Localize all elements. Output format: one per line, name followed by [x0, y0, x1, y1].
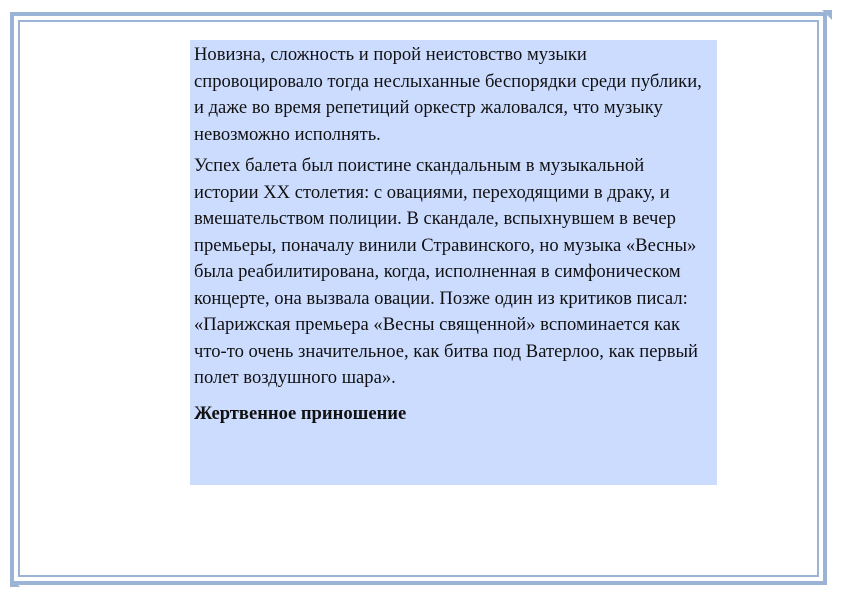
frame-corner-ornament — [10, 577, 20, 587]
frame-corner-ornament — [822, 10, 832, 20]
paragraph-1: Новизна, сложность и порой неистовство музыки спровоцировало тогда неслыханные беспорядки среди публики, и даже во время репетиций оркестр жаловался, что музыку невозможно исполнять. — [194, 44, 702, 145]
section-heading: Жертвенное приношение — [194, 402, 407, 424]
paragraph-2: Успех балета был поистине скандальным в музыкальной истории XX столетия: с овациями, переходящими в драку, и вмешательством полиции. В скандале, вспыхнувшем в вечер премьеры, поначалу винили Стравинского, но музыка «Весны» была реабилитирована, когда, исполненная в симфоническом концерте, она вызвала овации. Позже один из критиков писал: «Парижская премьера «Весны священной» вспоминается как что-то очень значительное, как битва под Ватерлоо, как первый полет воздушного шара». — [194, 155, 698, 388]
text-box — [190, 40, 717, 485]
